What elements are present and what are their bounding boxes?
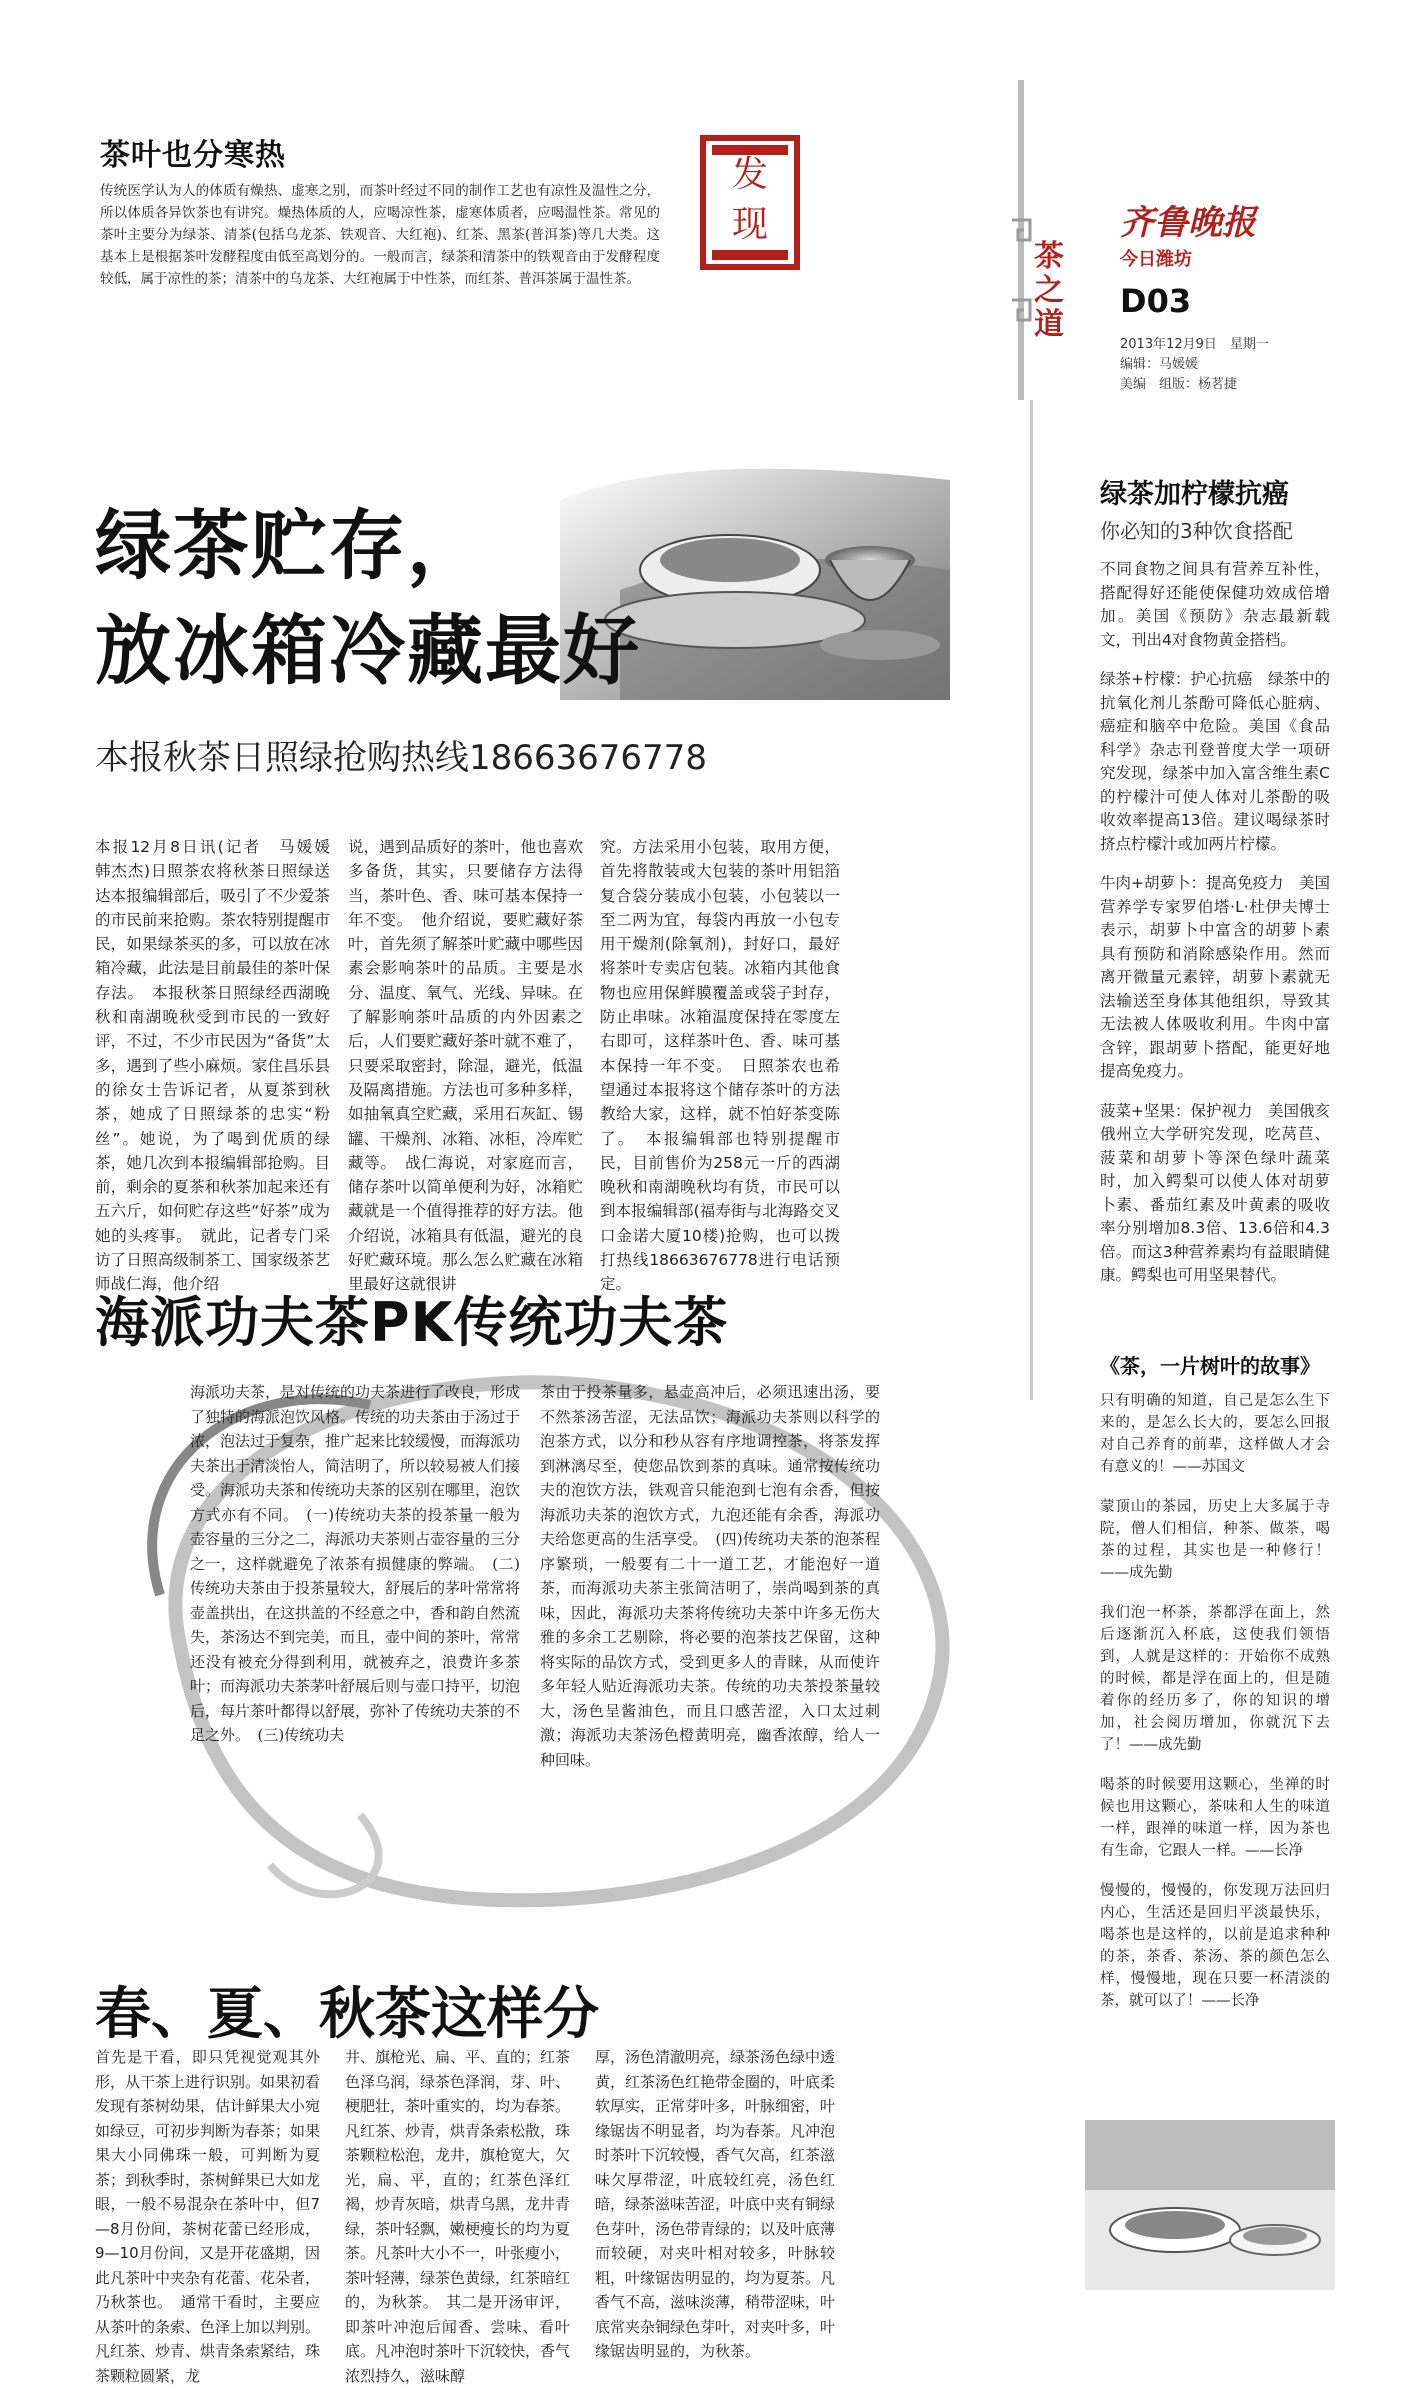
lemon-paragraph: 绿茶+柠檬：护心抗癌 绿茶中的抗氧化剂儿茶酚可降低心脏病、癌症和脑卒中危险。美国《食品科学》杂志刊登普度大学一项研究发现，绿茶中加入富含维生素C的柠檬汁可使人体对儿茶酚的吸收效率提高13倍。建议喝绿茶时挤点柠檬汁或加两片柠檬。 (1100, 670, 1330, 853)
seasons-article-col3: 厚，汤色清澈明亮，绿茶汤色绿中透黄，红茶汤色红艳带金圈的，叶底柔软厚实，正常芽叶多，叶脉细密，叶缘锯齿不明显者，均为春茶。凡冲泡时茶叶下沉较慢，香气欠高，红茶滋味欠厚带涩，叶底较红亮，汤色红暗，绿茶滋味苦涩，叶底中夹有铜绿色芽叶，汤色带青绿的；以及叶底薄而较硬，对夹叶相对较多，叶脉较粗，叶缘锯齿明显的，均为夏茶。凡香气不高，滋味淡薄，稍带涩味，叶底常夹杂铜绿色芽叶，对夹叶多，叶缘锯齿明显的，为秋茶。 (595, 2048, 836, 2360)
main-article-col2: 说，遇到品质好的茶叶，他也喜欢多备货，其实，只要储存方法得当，茶叶色、香、味可基本保持一年不变。 他介绍说，要贮藏好茶叶，首先须了解茶叶贮藏中哪些因素会影响茶叶的品质。主要是水分、温度、氧气、光线、异味。在了解影响茶叶品质的内外因素之后，人们要贮藏好茶叶就不难了，只要采取密封，除湿，避光，低温及隔离措施。方法也可多种多样，如抽氧真空贮藏，采用石灰缸、锡罐、干燥剂、冰箱、冰柜，冷库贮藏等。 战仁海说，对家庭而言，储存茶叶以简单便利为好，冰箱贮藏就是一个值得推荐的好方法。他介绍说，冰箱具有低温，避光的良好贮藏环境。那么怎么贮藏在冰箱里最好这就很讲 (348, 838, 583, 1294)
teacup-photo (1085, 2120, 1335, 2290)
main-article-col3: 究。方法采用小包装，取用方便，首先将散装或大包装的茶叶用铝箔复合袋分装成小包装，小包装以一至二两为宜，每袋内再放一小包专用干燥剂(除氧剂)，封好口，最好将茶叶专卖店包装。冰箱内其他食物也应用保鲜膜覆盖或袋子封存，防止串味。冰箱温度保持在零度左右即可，这样茶叶色、香、味可基本保持一年不变。 日照茶农也希望通过本报将这个储存茶叶的方法教给大家，这样，就不怕好茶变陈了。 本报编辑部也特别提醒市民，目前售价为258元一斤的西湖晚秋和南湖晚秋均有货，市民可以到本报编辑部(福寿街与北海路交叉口金诺大厦10楼)抢购，也可以拨打热线18663676778进行电话预定。 (600, 838, 840, 1294)
haipai-article-col1: 海派功夫茶，是对传统的功夫茶进行了改良，形成了独特的海派泡饮风格。传统的功夫茶由于汤过于浓，泡法过于复杂，推广起来比较缓慢，而海派功夫茶出于清淡怡人，简洁明了，所以较易被人们接受。海派功夫茶和传统功夫茶的区别在哪里，泡饮方式亦有不同。 (一)传统功夫茶的投茶量一般为壶容量的三分之二，海派功夫茶则占壶容量的三分之一，这样就避免了浓茶有损健康的弊端。 (二)传统功夫茶由于投茶量较大，舒展后的茅叶常常将壶盖拱出，在这拱盖的不经意之中，香和韵自然流失，茶汤达不到完美，而且，壶中间的茶叶，常常还没有被充分得到利用，就被弃之，浪费许多茶叶；而海派功夫茶茅叶舒展后则与壶口持平，切泡后，每片茶叶都得以舒展，弥补了传统功夫茶的不足之外。 (三)传统功夫 (190, 1383, 521, 1744)
main-subheadline: 本报秋茶日照绿抢购热线18663676778 (95, 738, 707, 778)
page-date: 2013年12月9日 星期一 (1120, 337, 1269, 352)
lemon-paragraph: 牛肉+胡萝卜：提高免疫力 美国营养学专家罗伯塔·L·杜伊夫博士表示，胡萝卜中富含的胡萝卜素具有预防和消除感染作用。然而离开微量元素锌，胡萝卜素就无法输送至身体其他组织，导致其无法被人体吸收利用。牛肉中富含锌，跟胡萝卜搭配，能更好地提高免疫力。 (1100, 874, 1330, 1080)
lemon-article-title: 绿茶加柠檬抗癌 (1100, 479, 1289, 510)
seasons-article-title: 春、夏、秋茶这样分 (95, 1982, 599, 2047)
haipai-article-title: 海派功夫茶PK传统功夫茶 (95, 1291, 729, 1354)
story-quote: 慢慢的，慢慢的，你发现万法回归内心，生活还是回归平淡最快乐，喝茶也是这样的，以前是追求种种的茶，茶香、茶汤、茶的颜色怎么样，慢慢地，现在只要一杯清淡的茶，就可以了！——长净 (1100, 1883, 1330, 2009)
seasons-article-col2: 井、旗枪光、扁、平、直的；红茶色泽乌润，绿茶色泽润，芽、叶、梗肥壮，茶叶重实的，均为春茶。凡红茶、炒青，烘青条索松散，珠茶颗粒松泡，龙井，旗枪宽大，欠光，扁、平，直的；红茶色泽红褐，炒青灰暗，烘青乌黑，龙井青绿，茶叶轻飘，嫩梗瘦长的均为夏茶。凡茶叶大小不一，叶张瘦小，茶叶轻薄，绿茶色黄绿，红茶暗红的，为秋茶。 其二是开汤审评，即茶叶冲泡后闻香、尝味、看叶底。凡冲泡时茶叶下沉较快，香气浓烈持久，滋味醇 (345, 2048, 571, 2385)
lemon-article-subtitle: 你必知的3种饮食搭配 (1100, 519, 1293, 543)
page-designer: 美编 组版：杨茗捷 (1120, 377, 1238, 392)
page-number: D03 (1120, 282, 1192, 320)
lemon-paragraph: 不同食物之间具有营养互补性，搭配得好还能使保健功效成倍增加。美国《预防》杂志最新载文，刊出4对食物黄金搭档。 (1100, 560, 1330, 649)
haipai-article-col2: 茶由于投茶量多，悬壶高冲后，必须迅速出汤，要不然茶汤苦涩，无法品饮；海派功夫茶则以科学的泡茶方式，以分和秒从容有序地调控茶，将茶发挥到淋漓尽至，使您品饮到茶的真味。通常按传统功夫的泡饮方法，铁观音只能泡到七泡有余香，但按海派功夫茶的泡饮方式，九泡还能有余香，海派功夫给您更高的生活享受。 (四)传统功夫茶的泡茶程序繁琐，一般要有二十一道工艺，才能泡好一道茶，而海派功夫茶主张简洁明了，崇尚喝到茶的真味，因此，海派功夫茶将传统功夫茶中许多无伤大雅的多余工艺剔除，将必要的泡茶技艺保留，这种将实际的品饮方式，受到更多人的青睐，从而使许多年轻人贴近海派功夫茶。传统的功夫茶投茶量较大，汤色呈酱油色，而且口感苦涩，入口太过刺激；海派功夫茶汤色橙黄明亮，幽香浓醇，给人一种回味。 (540, 1383, 880, 1769)
column-divider (1030, 400, 1033, 1400)
main-headline-line2: 放冰箱冷藏最好 (95, 606, 641, 695)
greek-key-ornament (1010, 80, 1032, 400)
lemon-paragraph: 菠菜+坚果：保护视力 美国俄亥俄州立大学研究发现，吃莴苣、菠菜和胡萝卜等深色绿叶蔬菜时，加入鳄梨可以使人体对胡萝卜素、番茄红素及叶黄素的吸收率分别增加8.3倍、13.6倍和4.3倍。而这3种营养素均有益眼睛健康。鳄梨也可用坚果替代。 (1100, 1101, 1330, 1284)
story-quote: 蒙顶山的茶园，历史上大多属于寺院，僧人们相信，种茶、做茶，喝茶的过程，其实也是一种修行！——成先勤 (1100, 1499, 1330, 1581)
paper-name: 齐鲁晚报 (1120, 203, 1256, 243)
main-article-col1: 本报12月8日讯(记者 马媛媛 韩杰杰)日照茶农将秋茶日照绿送达本报编辑部后，吸引了不少爱茶的市民前来抢购。茶农特别提醒市民，如果绿茶买的多，可以放在冰箱冷藏，此法是目前最佳的茶叶保存法。 本报秋茶日照绿经西湖晚秋和南湖晚秋受到市民的一致好评，不过，不少市民因为“备货”太多，遇到了些小麻烦。家住昌乐县的徐女士告诉记者，从夏茶到秋茶，她成了日照绿茶的忠实“粉丝”。她说，为了喝到优质的绿茶，她几次到本报编辑部抢购。目前，剩余的夏茶和秋茶加起来还有五六斤，如何贮存这些“好茶”成为她的头疼事。 就此，记者专门采访了日照高级制茶工、国家级茶艺师战仁海，他介绍 (95, 838, 346, 1294)
lemon-article-body (1100, 558, 1330, 1304)
story-body (1100, 1390, 1330, 2030)
main-headline-line1: 绿茶贮存， (95, 501, 485, 590)
story-title: 《茶，一片树叶的故事》 (1100, 1354, 1320, 1378)
seasons-article-col1: 首先是干看，即只凭视觉观其外形，从干茶上进行识别。如果初看发现有茶树幼果，估计鲜果大小宛如绿豆，可初步判断为春茶；如果果大小同佛珠一般，可判断为夏茶；到秋季时，茶树鲜果已大如龙眼，一般不易混杂在茶叶中，但7—8月份间，茶树花蕾已经形成，9—10月份间，又是开花盛期，因此凡茶叶中夹杂有花蕾、花朵者，乃秋茶也。 通常干看时，主要应从茶叶的条索、色泽上加以判别。凡红茶、炒青、烘青条索紧结，珠茶颗粒圆紧，龙 (95, 2048, 321, 2385)
story-quote: 喝茶的时候要用这颗心，坐禅的时候也用这颗心，茶味和人生的味道一样，跟禅的味道一样，因为茶也有生命，它跟人一样。——长净 (1100, 1777, 1330, 1859)
edition-name: 今日潍坊 (1120, 249, 1192, 270)
page-editor: 编辑：马媛媛 (1120, 357, 1199, 372)
story-quote: 只有明确的知道，自己是怎么生下来的，是怎么长大的，要怎么回报对自己养育的前辈，这样做人才会有意义的！——苏国文 (1100, 1393, 1330, 1475)
brief-body: 传统医学认为人的体质有燥热、虚寒之别，而茶叶经过不同的制作工艺也有凉性及温性之分，所以体质各异饮茶也有讲究。燥热体质的人，应喝凉性茶，虚寒体质者，应喝温性茶。常见的茶叶主要分为绿茶、清茶(包括乌龙茶、铁观音、大红袍)、红茶、黑茶(普洱茶)等几大类。这基本上是根据茶叶发酵程度由低至高划分的。一般而言，绿茶和清茶中的铁观音由于发酵程度较低，属于凉性的茶；清茶中的乌龙茶、大红袍属于中性茶，而红茶、普洱茶属于温性茶。 (100, 183, 660, 287)
story-quote: 我们泡一杯茶，茶都浮在面上，然后逐渐沉入杯底，这使我们领悟到，人就是这样的：开始你不成熟的时候，都是浮在面上的，但是随着你的经历多了，你的知识的增加，社会阅历增加，你就沉下去了！——成先勤 (1100, 1605, 1330, 1753)
brief-title: 茶叶也分寒热 (100, 138, 286, 173)
faxian-stamp-text: 发现 (731, 154, 768, 245)
page-meta (1120, 335, 1269, 395)
column-name: 茶之道 (1034, 239, 1064, 342)
